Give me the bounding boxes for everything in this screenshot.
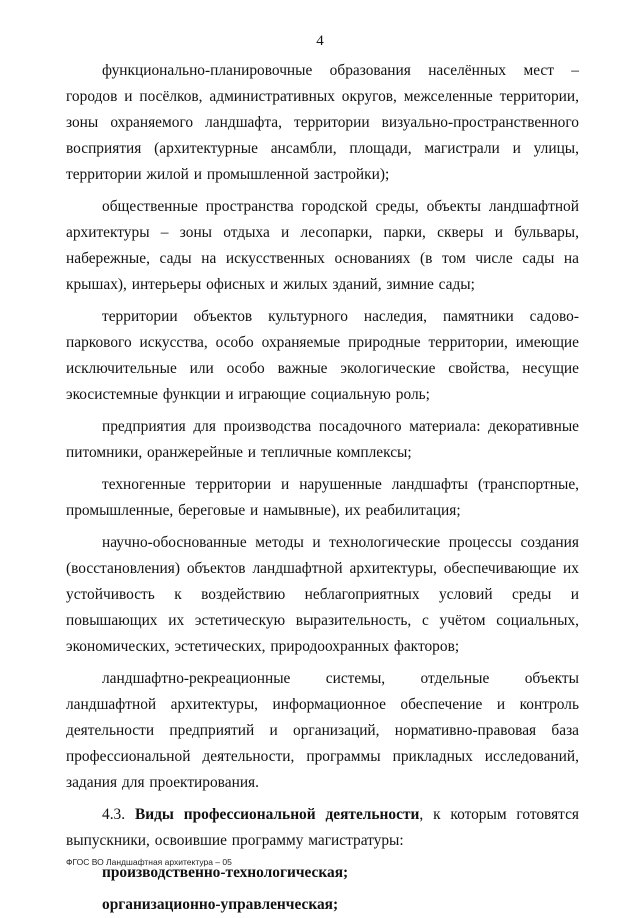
paragraph-settlements: функционально-планировочные образования населённых мест – городов и посёлков, административных округов, межселенные территории, зоны охраняемого ландшафта, территории визуально-пространственного восприятия (архитектурные ансамбли, площади, магистрали и улицы, территории жилой и промышленной застройки); (66, 62, 579, 183)
paragraph-methods: научно-обоснованные методы и технологические процессы создания (восстановления) объектов ландшафтной архитектуры, обеспечивающие их устойчивость к воздействию неблагоприятных условий среды и повышающих их эстетическую выразительность, с учётом социальных, экономических, эстетических, природоохранных факторов; (66, 534, 579, 655)
footer-text: ФГОС ВО Ландшафтная архитектура – 05 (66, 857, 232, 867)
paragraph-public-spaces: общественные пространства городской среды, объекты ландшафтной архитектуры – зоны отдыха и лесопарки, парки, скверы и бульвары, набережные, сады на искусственных основаниях (в том числе сады на крышах), интерьеры офисных и жилых зданий, зимние сады; (66, 198, 579, 293)
paragraph-recreation-systems: ландшафтно-рекреационные системы, отдельные объекты ландшафтной архитектуры, информационное обеспечение и контроль деятельности предприятий и организаций, нормативно-правовая база профессиональной деятельности, программы прикладных исследований, задания для проектирования. (66, 670, 579, 791)
paragraph-cultural-heritage: территории объектов культурного наследия, памятники садово-паркового искусства, особо охраняемые природные территории, имеющие исключительные или особо важные экологические свойства, несущие экосистемные функции и играющие социальную роль; (66, 308, 579, 403)
page-number: 4 (316, 33, 324, 49)
activity-management: организационно-управленческая; (102, 896, 339, 913)
paragraph-technogenic: техногенные территории и нарушенные ландшафты (транспортные, промышленные, береговые и намывные), их реабилитация; (66, 476, 579, 519)
section-rest: , к которым готовятся выпускники, освоившие программу магистратуры: (66, 806, 579, 849)
document-body (66, 58, 579, 918)
section-bold-title: Виды профессиональной деятельности (134, 806, 420, 823)
activity-production: производственно-технологическая; (102, 864, 349, 881)
section-number: 4.3. (102, 806, 126, 823)
section-4-3 (66, 802, 579, 854)
paragraph-nurseries: предприятия для производства посадочного материала: декоративные питомники, оранжерейные и тепличные комплексы; (66, 418, 579, 461)
